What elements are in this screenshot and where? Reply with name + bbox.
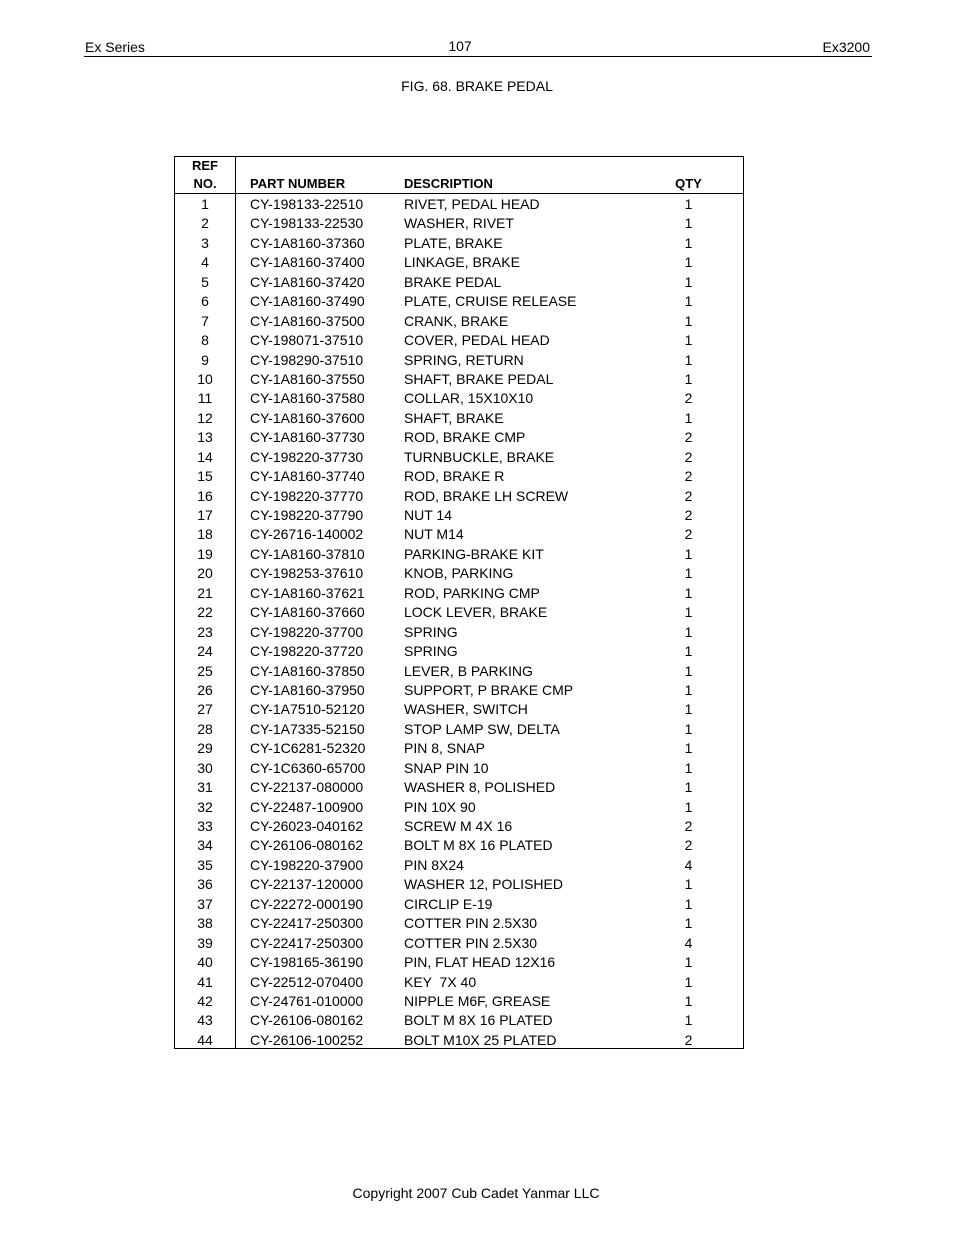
qty-cell: 1 [684,545,693,562]
table-row [175,584,743,603]
table-row [175,1031,743,1050]
description-cell: PIN, FLAT HEAD 12X16 [404,954,556,971]
column-header-ref: REF [192,158,218,173]
description-cell: LOCK LEVER, BRAKE [404,604,548,621]
table-row [175,331,743,350]
qty-cell: 1 [684,992,693,1009]
qty-cell: 1 [684,351,693,368]
header-model: Ex3200 [822,39,870,55]
qty-cell: 1 [684,915,693,932]
qty-cell: 2 [684,429,693,446]
ref-cell: 3 [201,234,209,251]
table-row [175,312,743,331]
description-cell: BOLT M10X 25 PLATED [404,1031,557,1048]
ref-cell: 27 [197,701,213,718]
table-row [175,525,743,544]
table-row [175,778,743,797]
column-header-qty: QTY [675,176,702,191]
table-row [175,662,743,681]
table-row [175,623,743,642]
ref-cell: 31 [197,779,213,796]
ref-cell: 21 [197,584,213,601]
ref-cell: 8 [201,332,209,349]
qty-cell: 2 [684,448,693,465]
description-cell: SPRING [404,643,458,660]
part-number-cell: CY-24761-010000 [250,992,364,1009]
qty-cell: 1 [684,215,693,232]
qty-cell: 2 [684,837,693,854]
part-number-cell: CY-198071-37510 [250,332,364,349]
description-cell: BRAKE PEDAL [404,273,502,290]
page-number: 107 [448,38,472,54]
table-row [175,409,743,428]
description-cell: SNAP PIN 10 [404,759,489,776]
parts-table [174,156,744,1049]
description-cell: NIPPLE M6F, GREASE [404,992,551,1009]
qty-cell: 1 [684,370,693,387]
ref-cell: 41 [197,973,213,990]
description-cell: WASHER, RIVET [404,215,514,232]
part-number-cell: CY-1C6360-65700 [250,759,366,776]
qty-cell: 1 [684,409,693,426]
table-row [175,467,743,486]
part-number-cell: CY-1A8160-37550 [250,370,365,387]
table-body [175,195,743,1050]
ref-cell: 25 [197,662,213,679]
part-number-cell: CY-22417-250300 [250,915,364,932]
table-row [175,700,743,719]
ref-cell: 17 [197,507,213,523]
description-cell: PIN 8, SNAP [404,740,485,757]
qty-cell: 1 [684,623,693,640]
table-row [175,914,743,933]
table-row [175,603,743,622]
description-cell: SPRING [404,623,458,640]
part-number-cell: CY-198253-37610 [250,565,364,582]
description-cell: WASHER, SWITCH [404,701,528,718]
table-row [175,370,743,389]
qty-cell: 1 [684,1012,693,1029]
figure-title: FIG. 68. BRAKE PEDAL [401,78,553,94]
part-number-cell: CY-1A7335-52150 [250,720,365,737]
table-row [175,214,743,233]
description-cell: COTTER PIN 2.5X30 [404,934,538,951]
table-row [175,895,743,914]
description-cell: PLATE, CRUISE RELEASE [404,293,577,310]
part-number-cell: CY-1A8160-37580 [250,390,365,407]
part-number-cell: CY-26106-080162 [250,1012,364,1029]
ref-cell: 7 [201,312,209,329]
part-number-cell: CY-1A8160-37420 [250,273,365,290]
table-row [175,253,743,272]
ref-cell: 29 [197,740,213,757]
column-header-no: NO. [193,176,217,191]
part-number-cell: CY-22512-070400 [250,973,364,990]
qty-cell: 4 [684,856,693,873]
part-number-cell: CY-1A8160-37730 [250,429,365,446]
part-number-cell: CY-198220-37790 [250,507,364,523]
part-number-cell: CY-1A7510-52120 [250,701,365,718]
part-number-cell: CY-198133-22530 [250,215,364,232]
ref-cell: 36 [197,876,213,893]
description-cell: KEY 7X 40 [404,973,477,990]
qty-cell: 1 [684,312,693,329]
qty-cell: 1 [684,234,693,251]
description-cell: ROD, PARKING CMP [404,584,540,601]
qty-cell: 1 [684,895,693,912]
ref-cell: 6 [201,293,209,310]
qty-cell: 1 [684,584,693,601]
part-number-cell: CY-198220-37730 [250,448,364,465]
table-row [175,934,743,953]
table-row [175,506,743,525]
part-number-cell: CY-1A8160-37621 [250,584,365,601]
description-cell: TURNBUCKLE, BRAKE [404,448,555,465]
table-row [175,973,743,992]
ref-cell: 5 [201,273,209,290]
part-number-cell: CY-22137-080000 [250,779,364,796]
ref-cell: 30 [197,759,213,776]
part-number-cell: CY-1A8160-37810 [250,545,365,562]
description-cell: WASHER 12, POLISHED [404,876,563,893]
ref-cell: 24 [197,643,213,660]
ref-cell: 15 [197,468,213,485]
qty-cell: 1 [684,254,693,271]
ref-cell: 10 [197,370,213,387]
part-number-cell: CY-1C6281-52320 [250,740,366,757]
qty-cell: 2 [684,390,693,407]
description-cell: WASHER 8, POLISHED [404,779,556,796]
part-number-cell: CY-26023-040162 [250,818,364,834]
description-cell: LEVER, B PARKING [404,662,533,679]
description-cell: COTTER PIN 2.5X30 [404,915,538,932]
ref-cell: 37 [197,895,213,912]
part-number-cell: CY-1A8160-37400 [250,254,365,271]
header-rule [84,56,872,57]
ref-cell: 43 [197,1012,213,1029]
qty-cell: 1 [684,196,693,212]
ref-cell: 9 [201,351,209,368]
ref-cell: 44 [197,1031,213,1048]
qty-cell: 1 [684,876,693,893]
ref-cell: 11 [197,390,213,407]
table-row [175,953,743,972]
ref-cell: 19 [197,545,213,562]
part-number-cell: CY-1A8160-37850 [250,662,365,679]
qty-cell: 1 [684,701,693,718]
description-cell: PARKING-BRAKE KIT [404,545,544,562]
description-cell: SHAFT, BRAKE [404,409,504,426]
table-row [175,545,743,564]
qty-cell: 2 [684,1031,693,1048]
qty-cell: 4 [684,934,693,951]
table-row [175,739,743,758]
table-row [175,642,743,661]
part-number-cell: CY-198165-36190 [250,954,364,971]
qty-cell: 1 [684,293,693,310]
qty-cell: 2 [684,507,693,523]
ref-cell: 16 [197,487,213,504]
ref-cell: 20 [197,565,213,582]
description-cell: ROD, BRAKE CMP [404,429,526,446]
table-row [175,195,743,214]
qty-cell: 2 [684,818,693,834]
ref-cell: 13 [197,429,213,446]
description-cell: NUT M14 [404,526,464,543]
qty-cell: 1 [684,973,693,990]
part-number-cell: CY-1A8160-37490 [250,293,365,310]
ref-cell: 4 [201,254,209,271]
part-number-cell: CY-1A8160-37740 [250,468,365,485]
table-row [175,856,743,875]
part-number-cell: CY-22417-250300 [250,934,364,951]
qty-cell: 1 [684,643,693,660]
table-row [175,759,743,778]
description-cell: SUPPORT, P BRAKE CMP [404,681,574,698]
part-number-cell: CY-198133-22510 [250,196,364,212]
part-number-cell: CY-198220-37770 [250,487,364,504]
qty-cell: 1 [684,662,693,679]
ref-cell: 12 [197,409,213,426]
column-header-part-number: PART NUMBER [250,176,346,191]
ref-cell: 39 [197,934,213,951]
part-number-cell: CY-22137-120000 [250,876,364,893]
description-cell: KNOB, PARKING [404,565,514,582]
qty-cell: 1 [684,604,693,621]
qty-cell: 2 [684,487,693,504]
qty-cell: 1 [684,565,693,582]
description-cell: PIN 10X 90 [404,798,476,815]
description-cell: COVER, PEDAL HEAD [404,332,550,349]
part-number-cell: CY-1A8160-37360 [250,234,365,251]
description-cell: LINKAGE, BRAKE [404,254,520,271]
part-number-cell: CY-198290-37510 [250,351,364,368]
part-number-cell: CY-26716-140002 [250,526,364,543]
description-cell: CIRCLIP E-19 [404,895,493,912]
ref-cell: 34 [197,837,213,854]
part-number-cell: CY-26106-100252 [250,1031,364,1048]
description-cell: STOP LAMP SW, DELTA [404,720,560,737]
description-cell: NUT 14 [404,507,452,523]
qty-cell: 1 [684,332,693,349]
ref-cell: 2 [201,215,209,232]
qty-cell: 1 [684,759,693,776]
qty-cell: 1 [684,720,693,737]
description-cell: RIVET, PEDAL HEAD [404,196,540,212]
qty-cell: 1 [684,681,693,698]
ref-cell: 22 [197,604,213,621]
table-row [175,428,743,447]
table-row [175,992,743,1011]
ref-cell: 35 [197,856,213,873]
description-cell: ROD, BRAKE R [404,468,505,485]
column-header-description: DESCRIPTION [404,176,493,191]
table-row [175,487,743,506]
table-row [175,234,743,253]
description-cell: SCREW M 4X 16 [404,818,513,834]
description-cell: PIN 8X24 [404,856,464,873]
table-row [175,292,743,311]
table-row [175,351,743,370]
table-row [175,448,743,467]
description-cell: BOLT M 8X 16 PLATED [404,837,553,854]
description-cell: CRANK, BRAKE [404,312,509,329]
ref-cell: 23 [197,623,213,640]
table-row [175,836,743,855]
table-row [175,1011,743,1030]
description-cell: ROD, BRAKE LH SCREW [404,487,569,504]
part-number-cell: CY-1A8160-37500 [250,312,365,329]
copyright-footer: Copyright 2007 Cub Cadet Yanmar LLC [352,1185,600,1201]
part-number-cell: CY-1A8160-37660 [250,604,365,621]
ref-cell: 18 [197,526,213,543]
table-row [175,564,743,583]
table-row [175,720,743,739]
table-row [175,817,743,836]
ref-cell: 1 [201,196,209,212]
ref-cell: 28 [197,720,213,737]
table-row [175,875,743,894]
qty-cell: 2 [684,468,693,485]
part-number-cell: CY-198220-37720 [250,643,364,660]
table-row [175,681,743,700]
description-cell: BOLT M 8X 16 PLATED [404,1012,553,1029]
qty-cell: 2 [684,526,693,543]
qty-cell: 1 [684,798,693,815]
qty-cell: 1 [684,740,693,757]
ref-cell: 26 [197,681,213,698]
ref-cell: 32 [197,798,213,815]
table-row [175,798,743,817]
qty-cell: 1 [684,779,693,796]
part-number-cell: CY-1A8160-37600 [250,409,365,426]
qty-cell: 1 [684,954,693,971]
description-cell: COLLAR, 15X10X10 [404,390,534,407]
part-number-cell: CY-22487-100900 [250,798,364,815]
ref-cell: 33 [197,818,213,834]
part-number-cell: CY-198220-37900 [250,856,364,873]
table-row [175,273,743,292]
description-cell: SHAFT, BRAKE PEDAL [404,370,554,387]
ref-cell: 38 [197,915,213,932]
part-number-cell: CY-198220-37700 [250,623,364,640]
ref-cell: 42 [197,992,213,1009]
table-row [175,389,743,408]
part-number-cell: CY-1A8160-37950 [250,681,365,698]
description-cell: SPRING, RETURN [404,351,524,368]
header-divider [175,193,743,194]
description-cell: PLATE, BRAKE [404,234,503,251]
part-number-cell: CY-26106-080162 [250,837,364,854]
qty-cell: 1 [684,273,693,290]
header-series: Ex Series [85,39,145,55]
part-number-cell: CY-22272-000190 [250,895,364,912]
ref-cell: 40 [197,954,213,971]
ref-cell: 14 [197,448,213,465]
